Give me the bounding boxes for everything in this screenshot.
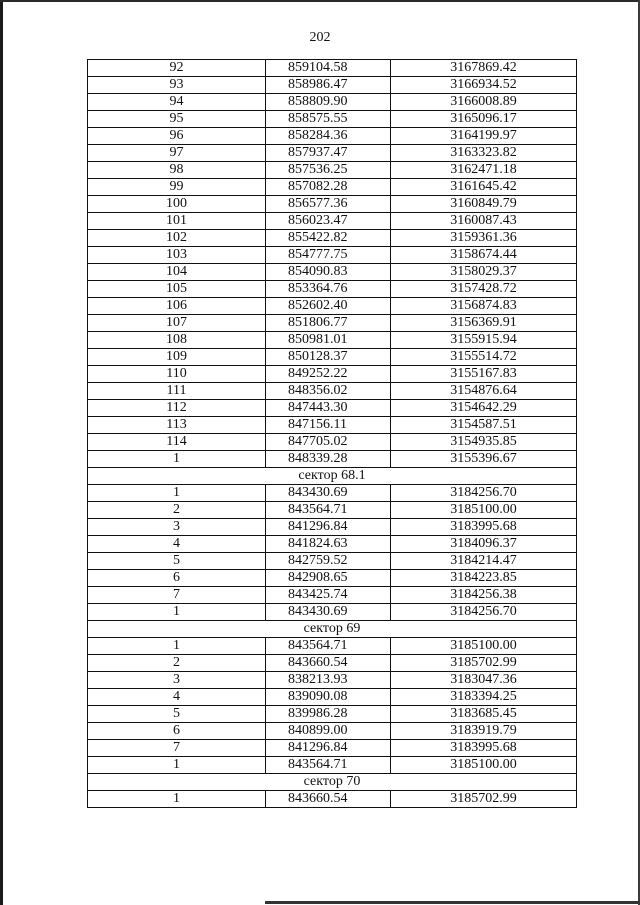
point-number-cell: 1 — [88, 604, 266, 621]
y-coordinate-cell: 3167869.42 — [391, 60, 577, 77]
y-coordinate-cell: 3184223.85 — [391, 570, 577, 587]
y-coordinate-cell: 3166934.52 — [391, 77, 577, 94]
y-coordinate-cell: 3185702.99 — [391, 655, 577, 672]
sector-header-row — [88, 468, 577, 485]
point-number-cell: 100 — [88, 196, 266, 213]
x-coordinate-cell: 843564.71 — [266, 757, 391, 774]
x-coordinate-cell: 843660.54 — [266, 655, 391, 672]
y-coordinate-cell: 3183995.68 — [391, 519, 577, 536]
table-row — [88, 604, 577, 621]
x-coordinate-cell: 843564.71 — [266, 638, 391, 655]
y-coordinate-cell: 3158674.44 — [391, 247, 577, 264]
table-row — [88, 434, 577, 451]
x-coordinate-cell: 853364.76 — [266, 281, 391, 298]
y-coordinate-cell: 3183995.68 — [391, 740, 577, 757]
point-number-cell: 4 — [88, 689, 266, 706]
y-coordinate-cell: 3160087.43 — [391, 213, 577, 230]
x-coordinate-cell: 856023.47 — [266, 213, 391, 230]
point-number-cell: 1 — [88, 485, 266, 502]
x-coordinate-cell: 843430.69 — [266, 485, 391, 502]
point-number-cell: 94 — [88, 94, 266, 111]
x-coordinate-cell: 858284.36 — [266, 128, 391, 145]
table-row — [88, 247, 577, 264]
table-row — [88, 655, 577, 672]
x-coordinate-cell: 858575.55 — [266, 111, 391, 128]
x-coordinate-cell: 843564.71 — [266, 502, 391, 519]
y-coordinate-cell: 3154587.51 — [391, 417, 577, 434]
sector-header-row — [88, 621, 577, 638]
table-row — [88, 196, 577, 213]
scan-border-top — [0, 0, 640, 2]
point-number-cell: 114 — [88, 434, 266, 451]
x-coordinate-cell: 843660.54 — [266, 791, 391, 808]
point-number-cell: 92 — [88, 60, 266, 77]
y-coordinate-cell: 3155396.67 — [391, 451, 577, 468]
y-coordinate-cell: 3183394.25 — [391, 689, 577, 706]
point-number-cell: 6 — [88, 723, 266, 740]
y-coordinate-cell: 3183919.79 — [391, 723, 577, 740]
table-row — [88, 162, 577, 179]
y-coordinate-cell: 3159361.36 — [391, 230, 577, 247]
table-row — [88, 672, 577, 689]
sector-header-row — [88, 774, 577, 791]
x-coordinate-cell: 841296.84 — [266, 519, 391, 536]
x-coordinate-cell: 854090.83 — [266, 264, 391, 281]
x-coordinate-cell: 854777.75 — [266, 247, 391, 264]
table-row — [88, 536, 577, 553]
coordinates-table — [87, 59, 577, 808]
coordinates-table-body — [88, 60, 577, 808]
point-number-cell: 95 — [88, 111, 266, 128]
y-coordinate-cell: 3166008.89 — [391, 94, 577, 111]
table-row — [88, 179, 577, 196]
scan-border-bottom — [265, 901, 640, 904]
point-number-cell: 97 — [88, 145, 266, 162]
y-coordinate-cell: 3184214.47 — [391, 553, 577, 570]
x-coordinate-cell: 847443.30 — [266, 400, 391, 417]
x-coordinate-cell: 857937.47 — [266, 145, 391, 162]
y-coordinate-cell: 3184096.37 — [391, 536, 577, 553]
point-number-cell: 104 — [88, 264, 266, 281]
table-row — [88, 791, 577, 808]
y-coordinate-cell: 3156369.91 — [391, 315, 577, 332]
table-row — [88, 502, 577, 519]
point-number-cell: 7 — [88, 740, 266, 757]
point-number-cell: 6 — [88, 570, 266, 587]
point-number-cell: 98 — [88, 162, 266, 179]
point-number-cell: 99 — [88, 179, 266, 196]
x-coordinate-cell: 838213.93 — [266, 672, 391, 689]
table-row — [88, 757, 577, 774]
x-coordinate-cell: 850128.37 — [266, 349, 391, 366]
table-row — [88, 349, 577, 366]
point-number-cell: 1 — [88, 757, 266, 774]
y-coordinate-cell: 3160849.79 — [391, 196, 577, 213]
x-coordinate-cell: 839090.08 — [266, 689, 391, 706]
point-number-cell: 2 — [88, 502, 266, 519]
y-coordinate-cell: 3155514.72 — [391, 349, 577, 366]
x-coordinate-cell: 840899.00 — [266, 723, 391, 740]
y-coordinate-cell: 3154876.64 — [391, 383, 577, 400]
table-row — [88, 94, 577, 111]
table-row — [88, 451, 577, 468]
x-coordinate-cell: 841824.63 — [266, 536, 391, 553]
table-row — [88, 740, 577, 757]
x-coordinate-cell: 858809.90 — [266, 94, 391, 111]
x-coordinate-cell: 843430.69 — [266, 604, 391, 621]
table-row — [88, 400, 577, 417]
sector-title: сектор 68.1 — [88, 468, 577, 485]
x-coordinate-cell: 857536.25 — [266, 162, 391, 179]
point-number-cell: 1 — [88, 638, 266, 655]
x-coordinate-cell: 842908.65 — [266, 570, 391, 587]
x-coordinate-cell: 839986.28 — [266, 706, 391, 723]
sector-title: сектор 69 — [88, 621, 577, 638]
table-row — [88, 315, 577, 332]
x-coordinate-cell: 850981.01 — [266, 332, 391, 349]
table-row — [88, 553, 577, 570]
y-coordinate-cell: 3157428.72 — [391, 281, 577, 298]
table-row — [88, 128, 577, 145]
point-number-cell: 113 — [88, 417, 266, 434]
x-coordinate-cell: 858986.47 — [266, 77, 391, 94]
x-coordinate-cell: 847156.11 — [266, 417, 391, 434]
page-number: 202 — [309, 30, 331, 45]
y-coordinate-cell: 3161645.42 — [391, 179, 577, 196]
point-number-cell: 4 — [88, 536, 266, 553]
y-coordinate-cell: 3155915.94 — [391, 332, 577, 349]
table-row — [88, 230, 577, 247]
x-coordinate-cell: 856577.36 — [266, 196, 391, 213]
point-number-cell: 109 — [88, 349, 266, 366]
point-number-cell: 96 — [88, 128, 266, 145]
y-coordinate-cell: 3183047.36 — [391, 672, 577, 689]
table-row — [88, 77, 577, 94]
point-number-cell: 1 — [88, 451, 266, 468]
x-coordinate-cell: 842759.52 — [266, 553, 391, 570]
point-number-cell: 1 — [88, 791, 266, 808]
point-number-cell: 103 — [88, 247, 266, 264]
table-row — [88, 485, 577, 502]
table-row — [88, 60, 577, 77]
table-row — [88, 332, 577, 349]
table-row — [88, 519, 577, 536]
x-coordinate-cell: 859104.58 — [266, 60, 391, 77]
table-row — [88, 383, 577, 400]
table-row — [88, 213, 577, 230]
table-row — [88, 723, 577, 740]
x-coordinate-cell: 857082.28 — [266, 179, 391, 196]
x-coordinate-cell: 847705.02 — [266, 434, 391, 451]
x-coordinate-cell: 851806.77 — [266, 315, 391, 332]
x-coordinate-cell: 848356.02 — [266, 383, 391, 400]
point-number-cell: 3 — [88, 672, 266, 689]
table-row — [88, 366, 577, 383]
point-number-cell: 102 — [88, 230, 266, 247]
y-coordinate-cell: 3156874.83 — [391, 298, 577, 315]
x-coordinate-cell: 848339.28 — [266, 451, 391, 468]
y-coordinate-cell: 3184256.38 — [391, 587, 577, 604]
y-coordinate-cell: 3162471.18 — [391, 162, 577, 179]
point-number-cell: 5 — [88, 706, 266, 723]
table-row — [88, 281, 577, 298]
point-number-cell: 2 — [88, 655, 266, 672]
point-number-cell: 112 — [88, 400, 266, 417]
point-number-cell: 3 — [88, 519, 266, 536]
point-number-cell: 7 — [88, 587, 266, 604]
y-coordinate-cell: 3184256.70 — [391, 485, 577, 502]
y-coordinate-cell: 3185100.00 — [391, 638, 577, 655]
point-number-cell: 107 — [88, 315, 266, 332]
x-coordinate-cell: 843425.74 — [266, 587, 391, 604]
table-row — [88, 587, 577, 604]
y-coordinate-cell: 3184256.70 — [391, 604, 577, 621]
table-row — [88, 145, 577, 162]
x-coordinate-cell: 855422.82 — [266, 230, 391, 247]
y-coordinate-cell: 3164199.97 — [391, 128, 577, 145]
table-row — [88, 264, 577, 281]
table-row — [88, 298, 577, 315]
y-coordinate-cell: 3165096.17 — [391, 111, 577, 128]
table-row — [88, 417, 577, 434]
point-number-cell: 111 — [88, 383, 266, 400]
point-number-cell: 101 — [88, 213, 266, 230]
y-coordinate-cell: 3154935.85 — [391, 434, 577, 451]
y-coordinate-cell: 3163323.82 — [391, 145, 577, 162]
table-row — [88, 638, 577, 655]
x-coordinate-cell: 841296.84 — [266, 740, 391, 757]
y-coordinate-cell: 3185702.99 — [391, 791, 577, 808]
point-number-cell: 110 — [88, 366, 266, 383]
y-coordinate-cell: 3185100.00 — [391, 757, 577, 774]
y-coordinate-cell: 3185100.00 — [391, 502, 577, 519]
sector-title: сектор 70 — [88, 774, 577, 791]
x-coordinate-cell: 852602.40 — [266, 298, 391, 315]
point-number-cell: 5 — [88, 553, 266, 570]
point-number-cell: 108 — [88, 332, 266, 349]
table-row — [88, 689, 577, 706]
x-coordinate-cell: 849252.22 — [266, 366, 391, 383]
y-coordinate-cell: 3155167.83 — [391, 366, 577, 383]
point-number-cell: 105 — [88, 281, 266, 298]
y-coordinate-cell: 3158029.37 — [391, 264, 577, 281]
point-number-cell: 106 — [88, 298, 266, 315]
y-coordinate-cell: 3154642.29 — [391, 400, 577, 417]
point-number-cell: 93 — [88, 77, 266, 94]
scan-border-left — [0, 0, 3, 905]
table-row — [88, 570, 577, 587]
y-coordinate-cell: 3183685.45 — [391, 706, 577, 723]
table-row — [88, 111, 577, 128]
table-row — [88, 706, 577, 723]
